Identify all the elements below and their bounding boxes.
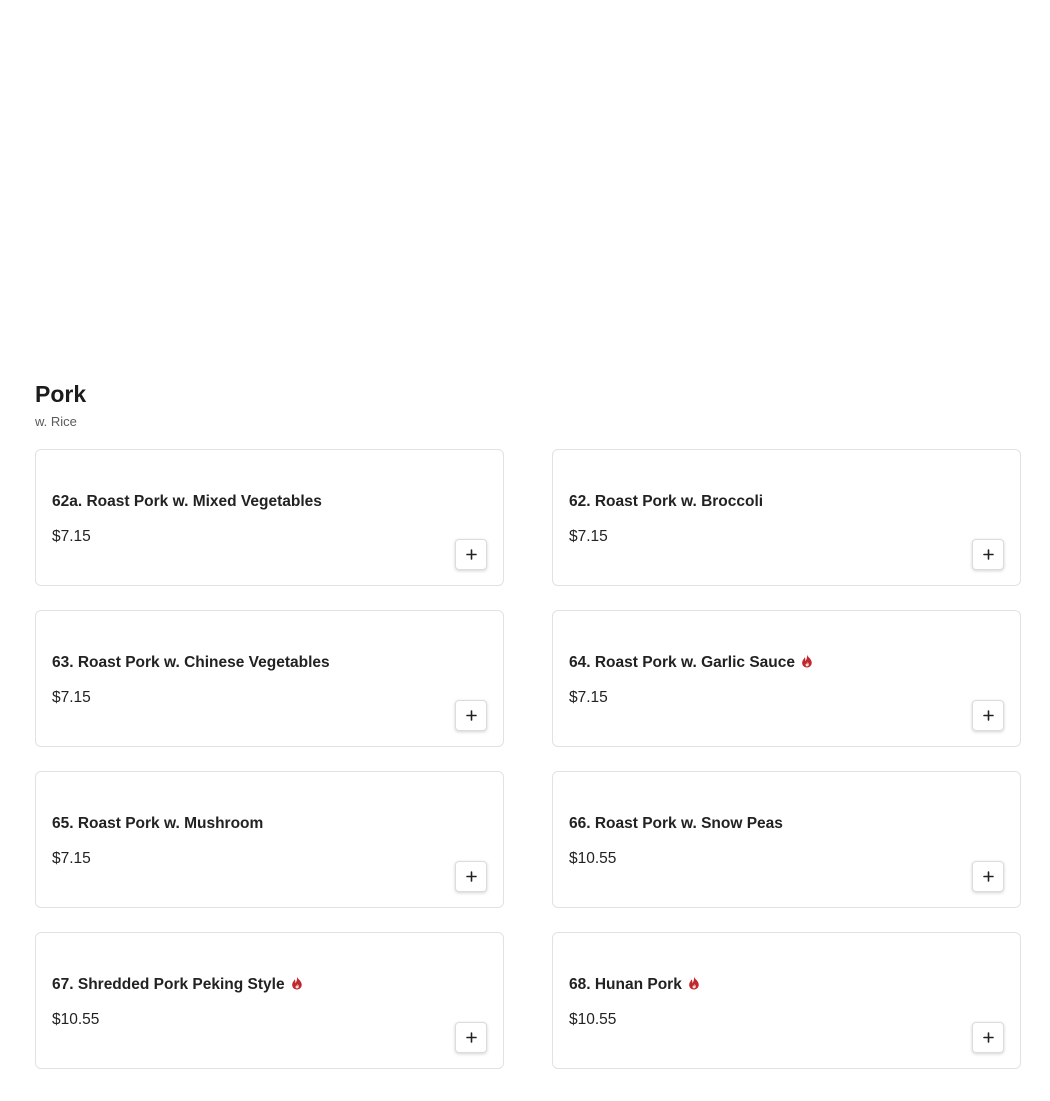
plus-icon — [983, 871, 994, 882]
menu-item-price: $7.15 — [52, 850, 91, 867]
add-item-button[interactable] — [972, 1022, 1004, 1053]
menu-item-name: 63. Roast Pork w. Chinese Vegetables — [52, 654, 330, 671]
plus-icon — [466, 710, 477, 721]
menu-item-name-row — [569, 976, 700, 994]
menu-item-price: $10.55 — [569, 1011, 617, 1028]
menu-item-price: $7.15 — [52, 528, 91, 545]
section-subtitle: w. Rice — [35, 414, 77, 429]
plus-icon — [466, 1032, 477, 1043]
menu-item-card[interactable] — [552, 932, 1021, 1069]
add-item-button[interactable] — [972, 700, 1004, 731]
add-item-button[interactable] — [455, 700, 487, 731]
menu-item-price: $10.55 — [52, 1011, 100, 1028]
add-item-button[interactable] — [455, 1022, 487, 1053]
menu-item-name-row — [52, 815, 263, 833]
menu-item-name-row — [569, 493, 763, 511]
menu-item-grid — [35, 449, 1021, 1069]
menu-item-name-row — [569, 815, 783, 833]
menu-item-card[interactable] — [552, 449, 1021, 586]
menu-item-card[interactable] — [552, 610, 1021, 747]
menu-item-name: 68. Hunan Pork — [569, 976, 682, 993]
menu-item-price: $10.55 — [569, 850, 617, 867]
menu-item-name-row — [52, 493, 322, 511]
add-item-button[interactable] — [455, 861, 487, 892]
add-item-button[interactable] — [972, 539, 1004, 570]
menu-item-name-row — [52, 654, 330, 672]
plus-icon — [466, 871, 477, 882]
menu-item-price: $7.15 — [569, 528, 608, 545]
menu-item-card[interactable] — [552, 771, 1021, 908]
menu-item-price: $7.15 — [52, 689, 91, 706]
menu-item-name: 65. Roast Pork w. Mushroom — [52, 815, 264, 832]
section-title: Pork — [35, 381, 87, 407]
plus-icon — [983, 1032, 994, 1043]
menu-item-name: 67. Shredded Pork Peking Style — [52, 976, 285, 993]
plus-icon — [983, 710, 994, 721]
fire-icon — [801, 654, 813, 668]
plus-icon — [466, 549, 477, 560]
add-item-button[interactable] — [972, 861, 1004, 892]
menu-item-name-row — [569, 654, 813, 672]
menu-item-card[interactable] — [35, 771, 504, 908]
fire-icon — [291, 976, 303, 990]
menu-item-name-row — [52, 976, 303, 994]
menu-item-card[interactable] — [35, 932, 504, 1069]
menu-item-card[interactable] — [35, 449, 504, 586]
pork-section — [35, 378, 1021, 1028]
plus-icon — [983, 549, 994, 560]
menu-item-name: 62. Roast Pork w. Broccoli — [569, 493, 764, 510]
menu-item-card[interactable] — [35, 610, 504, 747]
fire-icon — [688, 976, 700, 990]
add-item-button[interactable] — [455, 539, 487, 570]
menu-item-price: $7.15 — [569, 689, 608, 706]
menu-item-name: 66. Roast Pork w. Snow Peas — [569, 815, 783, 832]
menu-item-name: 64. Roast Pork w. Garlic Sauce — [569, 654, 795, 671]
menu-item-name: 62a. Roast Pork w. Mixed Vegetables — [52, 493, 322, 510]
